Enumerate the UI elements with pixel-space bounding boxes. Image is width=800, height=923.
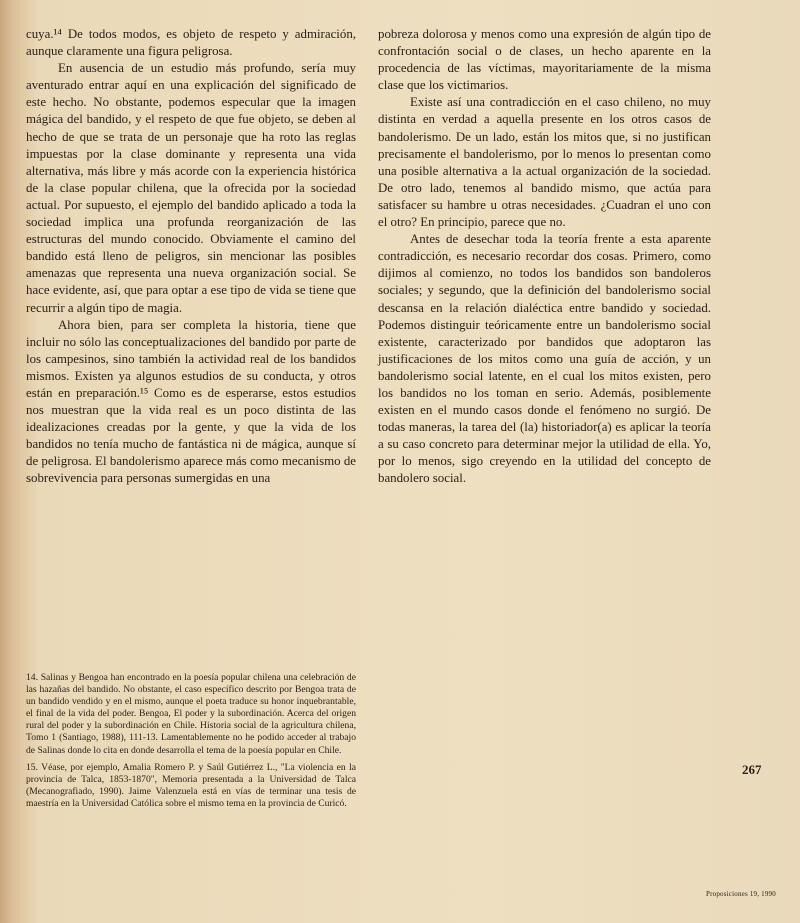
right-paragraph-2: Existe así una contradicción en el caso chileno, no muy distinta en verdad a aquella presente en los otros casos de bandolerismo. De un lado, están los mitos que, si no justifican precisamente el bandolerismo, por lo menos lo presentan como una posible alternativa a la actual organización de la sociedad. De otro lado, tenemos al bandido mismo, que actúa para satisfacer su hambre u otras necesidades. ¿Cuadran el uno con el otro? En principio, parece que no.	[378, 95, 711, 230]
left-column	[26, 26, 356, 488]
right-paragraph-3: Antes de desechar toda la teoría frente a esta aparente contradicción, es necesario recordar dos cosas. Primero, como dijimos al comienzo, no todos los bandidos son bandoleros sociales; y segundo, que la definición del bandolerismo social descansa en la relación dialéctica entre bandido y sociedad. Podemos distinguir teóricamente entre un bandolerismo social existente, caracterizado por bandidos que adoptaron las justificaciones de los mitos como una guía de acción, y un bandolerismo social latente, en el cual los mitos existen, pero los bandidos no los toman en serio. Además, posiblemente existen en el mundo casos donde el fenómeno no surgió. De todas maneras, la tarea del (la) historiador(a) es aplicar la teoría a su caso concreto para determinar mejor la utilidad de ella. Yo, por lo menos, sigo creyendo en la utilidad del concepto de bandolero social.	[378, 232, 711, 486]
page-number: 267	[742, 762, 762, 777]
journal-footer: Proposiciones 19, 1990	[706, 890, 776, 898]
left-paragraph-3: Ahora bien, para ser completa la historia, tiene que incluir no sólo las conceptualizaciones del bandido por parte de los campesinos, sino también la actividad real de los bandidos mismos. Existen ya algunos estudios de su conducta, y otros están en preparación.¹⁵ Como es de esperarse, estos estudios nos muestran que la vida real es un poco distinta de las idealizaciones creadas por la gente, y que la vida de los bandidos no tenía mucho de fantástica ni de mágica, aunque sí de peligrosa. El bandolerismo aparece más como mecanismo de sobrevivencia para personas sumergidas en una	[26, 317, 356, 486]
footnote-15: 15. Véase, por ejemplo, Amalia Romero P. y Saúl Gutiérrez L., "La violencia en la provincia de Talca, 1853-1870", Memoria presentada a la Universidad de Talca (Mecanografiado, 1990). Jaime Valenzuela está en vías de terminar una tesis de maestría en la Universidad Católica sobre el mismo tema en la provincia de Curicó.	[26, 761, 356, 809]
footnote-14: 14. Salinas y Bengoa han encontrado en la poesía popular chilena una celebración de las hazañas del bandido. No obstante, el caso específico descrito por Bengoa trata de un bandido vendido y en el mismo, aunque el poeta traduce su honor inquebrantable, el final de la vida del poder. Bengoa, El poder y la subordinación. Acerca del origen rural del poder y la subordinación en Chile. Historia social de la agricultura chilena, Tomo 1 (Santiago, 1988), 111-13. Lamentablemente no he podido acceder al trabajo de Salinas donde lo cita en donde desarrolla el tema de la poesía popular en Chile.	[26, 672, 356, 756]
right-column	[378, 26, 711, 488]
left-paragraph-1: cuya.¹⁴ De todos modos, es objeto de respeto y admiración, aunque claramente una figura peligrosa.	[26, 27, 356, 59]
right-paragraph-1: pobreza dolorosa y menos como una expresión de algún tipo de confrontación social o de clases, un hecho aparente en la procedencia de las víctimas, mayoritariamente de la misma clase que los victimarios.	[378, 27, 711, 93]
left-paragraph-2: En ausencia de un estudio más profundo, sería muy aventurado entrar aquí en una explicación del significado de este hecho. No obstante, podemos especular que la imagen mágica del bandido, y el respeto de que fue objeto, se deben al hecho de que se trata de un personaje que ha roto las reglas impuestas por la clase dominante y representa una vida alternativa, más libre y más acorde con la experiencia histórica de la clase popular chilena, que la ofrecida por la sociedad actual. Por supuesto, el ejemplo del bandido aplicado a toda la sociedad implica una profunda reorganización de las estructuras del mundo conocido. Obviamente el camino del bandido está lleno de peligros, sin mencionar las posibles amenazas que representa una nueva organización social. Se hace evidente, así, que para optar a ese tipo de vida se tiene que recurrir a algún tipo de magia.	[26, 61, 356, 315]
footnotes	[26, 672, 356, 815]
